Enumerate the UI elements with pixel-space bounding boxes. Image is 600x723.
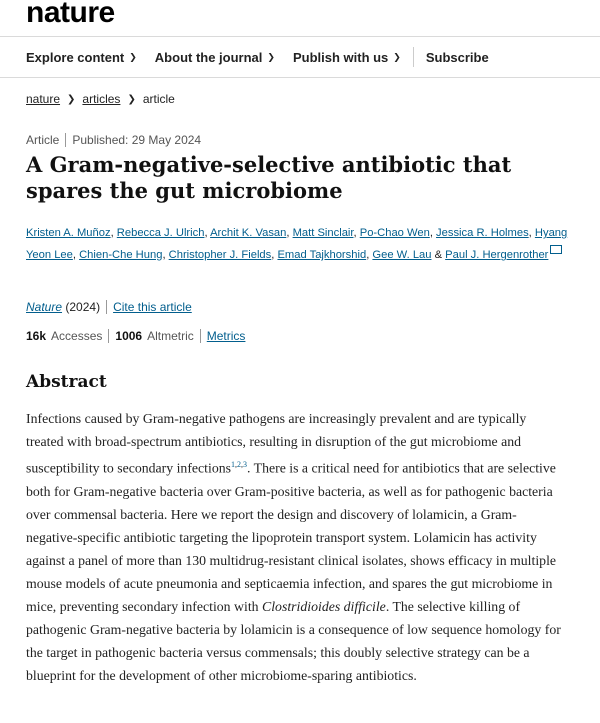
article-meta: [26, 133, 201, 147]
abstract-heading: Abstract: [26, 372, 107, 392]
breadcrumb-nature[interactable]: nature: [26, 92, 61, 106]
nature-logo[interactable]: nature: [26, 0, 115, 29]
nav-publish-label: Publish with us: [292, 49, 389, 65]
nav-about-journal-label: About the journal: [154, 49, 263, 65]
published-date: Published: 29 May 2024: [72, 133, 202, 147]
author-link[interactable]: Po-Chao Wen: [359, 227, 430, 239]
chevron-right-icon: ❯: [127, 93, 136, 105]
chevron-down-icon: ❯: [393, 51, 401, 62]
divider: [200, 329, 201, 343]
metrics-link[interactable]: Metrics: [206, 329, 246, 343]
chevron-down-icon: ❯: [129, 51, 137, 62]
main-nav: [0, 36, 600, 78]
breadcrumb: [26, 92, 175, 106]
author-link[interactable]: Paul J. Hergenrother: [445, 249, 549, 261]
author-link[interactable]: Jessica R. Holmes: [436, 227, 529, 239]
author-link[interactable]: Gee W. Lau: [372, 249, 432, 261]
reference-link[interactable]: 1: [231, 460, 235, 469]
author-link[interactable]: Archit K. Vasan: [210, 227, 287, 239]
chevron-down-icon: ❯: [267, 51, 275, 62]
article-type: Article: [26, 133, 60, 147]
altmetric-label: Altmetric: [147, 329, 194, 343]
author-link[interactable]: Kristen A. Muñoz: [26, 227, 111, 239]
breadcrumb-articles[interactable]: articles: [82, 92, 121, 106]
citation-line: [26, 300, 192, 314]
cite-article-link[interactable]: Cite this article: [113, 300, 192, 314]
chevron-right-icon: ❯: [67, 93, 76, 105]
abstract-text: [26, 407, 566, 687]
nav-explore-content[interactable]: [26, 50, 137, 65]
abstract-part-2: . There is a critical need for antibiotics that are selective both for Gram-negative bacteria over Gram-positive bacteria, as well as for pathogenic bacteria over commensal bacteria. Here we report the design and discovery of lolamicin, a Gram-negative-specific antibiotic targeting the lipoprotein transport system. Lolamicin has activity against a panel of more than 130 multidrug-resistant clinical isolates, shows efficacy in multiple mouse models of acute pneumonia and septicaemia infection, and spares the gut microbiome in mice, preventing secondary infection with: [26, 460, 557, 614]
article-title: A Gram-negative-selective antibiotic that spares the gut microbiome: [26, 152, 512, 203]
article-metrics: [26, 329, 245, 343]
author-link[interactable]: Emad Tajkhorshid: [277, 249, 367, 261]
divider: [108, 329, 109, 343]
species-name: Clostridioides difficile: [262, 598, 386, 614]
reference-link[interactable]: 2: [237, 460, 241, 469]
accesses-count: 16k: [26, 329, 47, 343]
nav-subscribe-label: Subscribe: [425, 49, 489, 65]
altmetric-count: 1006: [115, 329, 143, 343]
mail-icon[interactable]: [550, 245, 562, 254]
abstract-part-1: Infections caused by Gram-negative pathogens are increasingly prevalent and are typically treated with broad-spectrum antibiotics, resulting in disruption of the gut microbiome and susceptibility to secondary infections: [26, 411, 527, 476]
author-link[interactable]: Rebecca J. Ulrich: [116, 227, 205, 239]
nav-explore-content-label: Explore content: [26, 49, 125, 65]
abstract-part-3: . The selective killing of pathogenic Gram-negative bacteria by lolamicin is a consequence of low sequence homology for the target in pathogenic bacteria versus commensals; this doubly selective strategy can be a blueprint for the development of other microbiome-sparing antibiotics.: [26, 598, 561, 683]
journal-link[interactable]: Nature: [26, 300, 63, 314]
reference-link[interactable]: 3: [243, 460, 247, 469]
author-link[interactable]: Hyang Yeon Lee: [26, 227, 568, 261]
accesses-label: Accesses: [51, 329, 103, 343]
citation-year: (2024): [65, 300, 101, 314]
divider: [65, 133, 66, 147]
nav-subscribe[interactable]: [426, 50, 489, 65]
author-link[interactable]: Christopher J. Fields: [168, 249, 272, 261]
divider: [106, 300, 107, 314]
breadcrumb-current: article: [142, 92, 175, 106]
author-link[interactable]: Matt Sinclair: [292, 227, 354, 239]
nav-publish-with-us[interactable]: [293, 50, 401, 65]
author-link[interactable]: Chien-Che Hung: [79, 249, 163, 261]
nav-about-journal[interactable]: [155, 50, 275, 65]
author-list: Kristen A. Muñoz, Rebecca J. Ulrich, Archit K. Vasan, Matt Sinclair, Po-Chao Wen, Jessica R. Holmes, Hyang Yeon Lee, Chien-Che Hung, Christopher J. Fields, Emad Tajkhorshid, Gee W. Lau & Paul J. Hergenrother: [26, 227, 568, 261]
reference-superscript: 1,2,3: [231, 460, 247, 469]
nav-divider: [413, 47, 414, 67]
